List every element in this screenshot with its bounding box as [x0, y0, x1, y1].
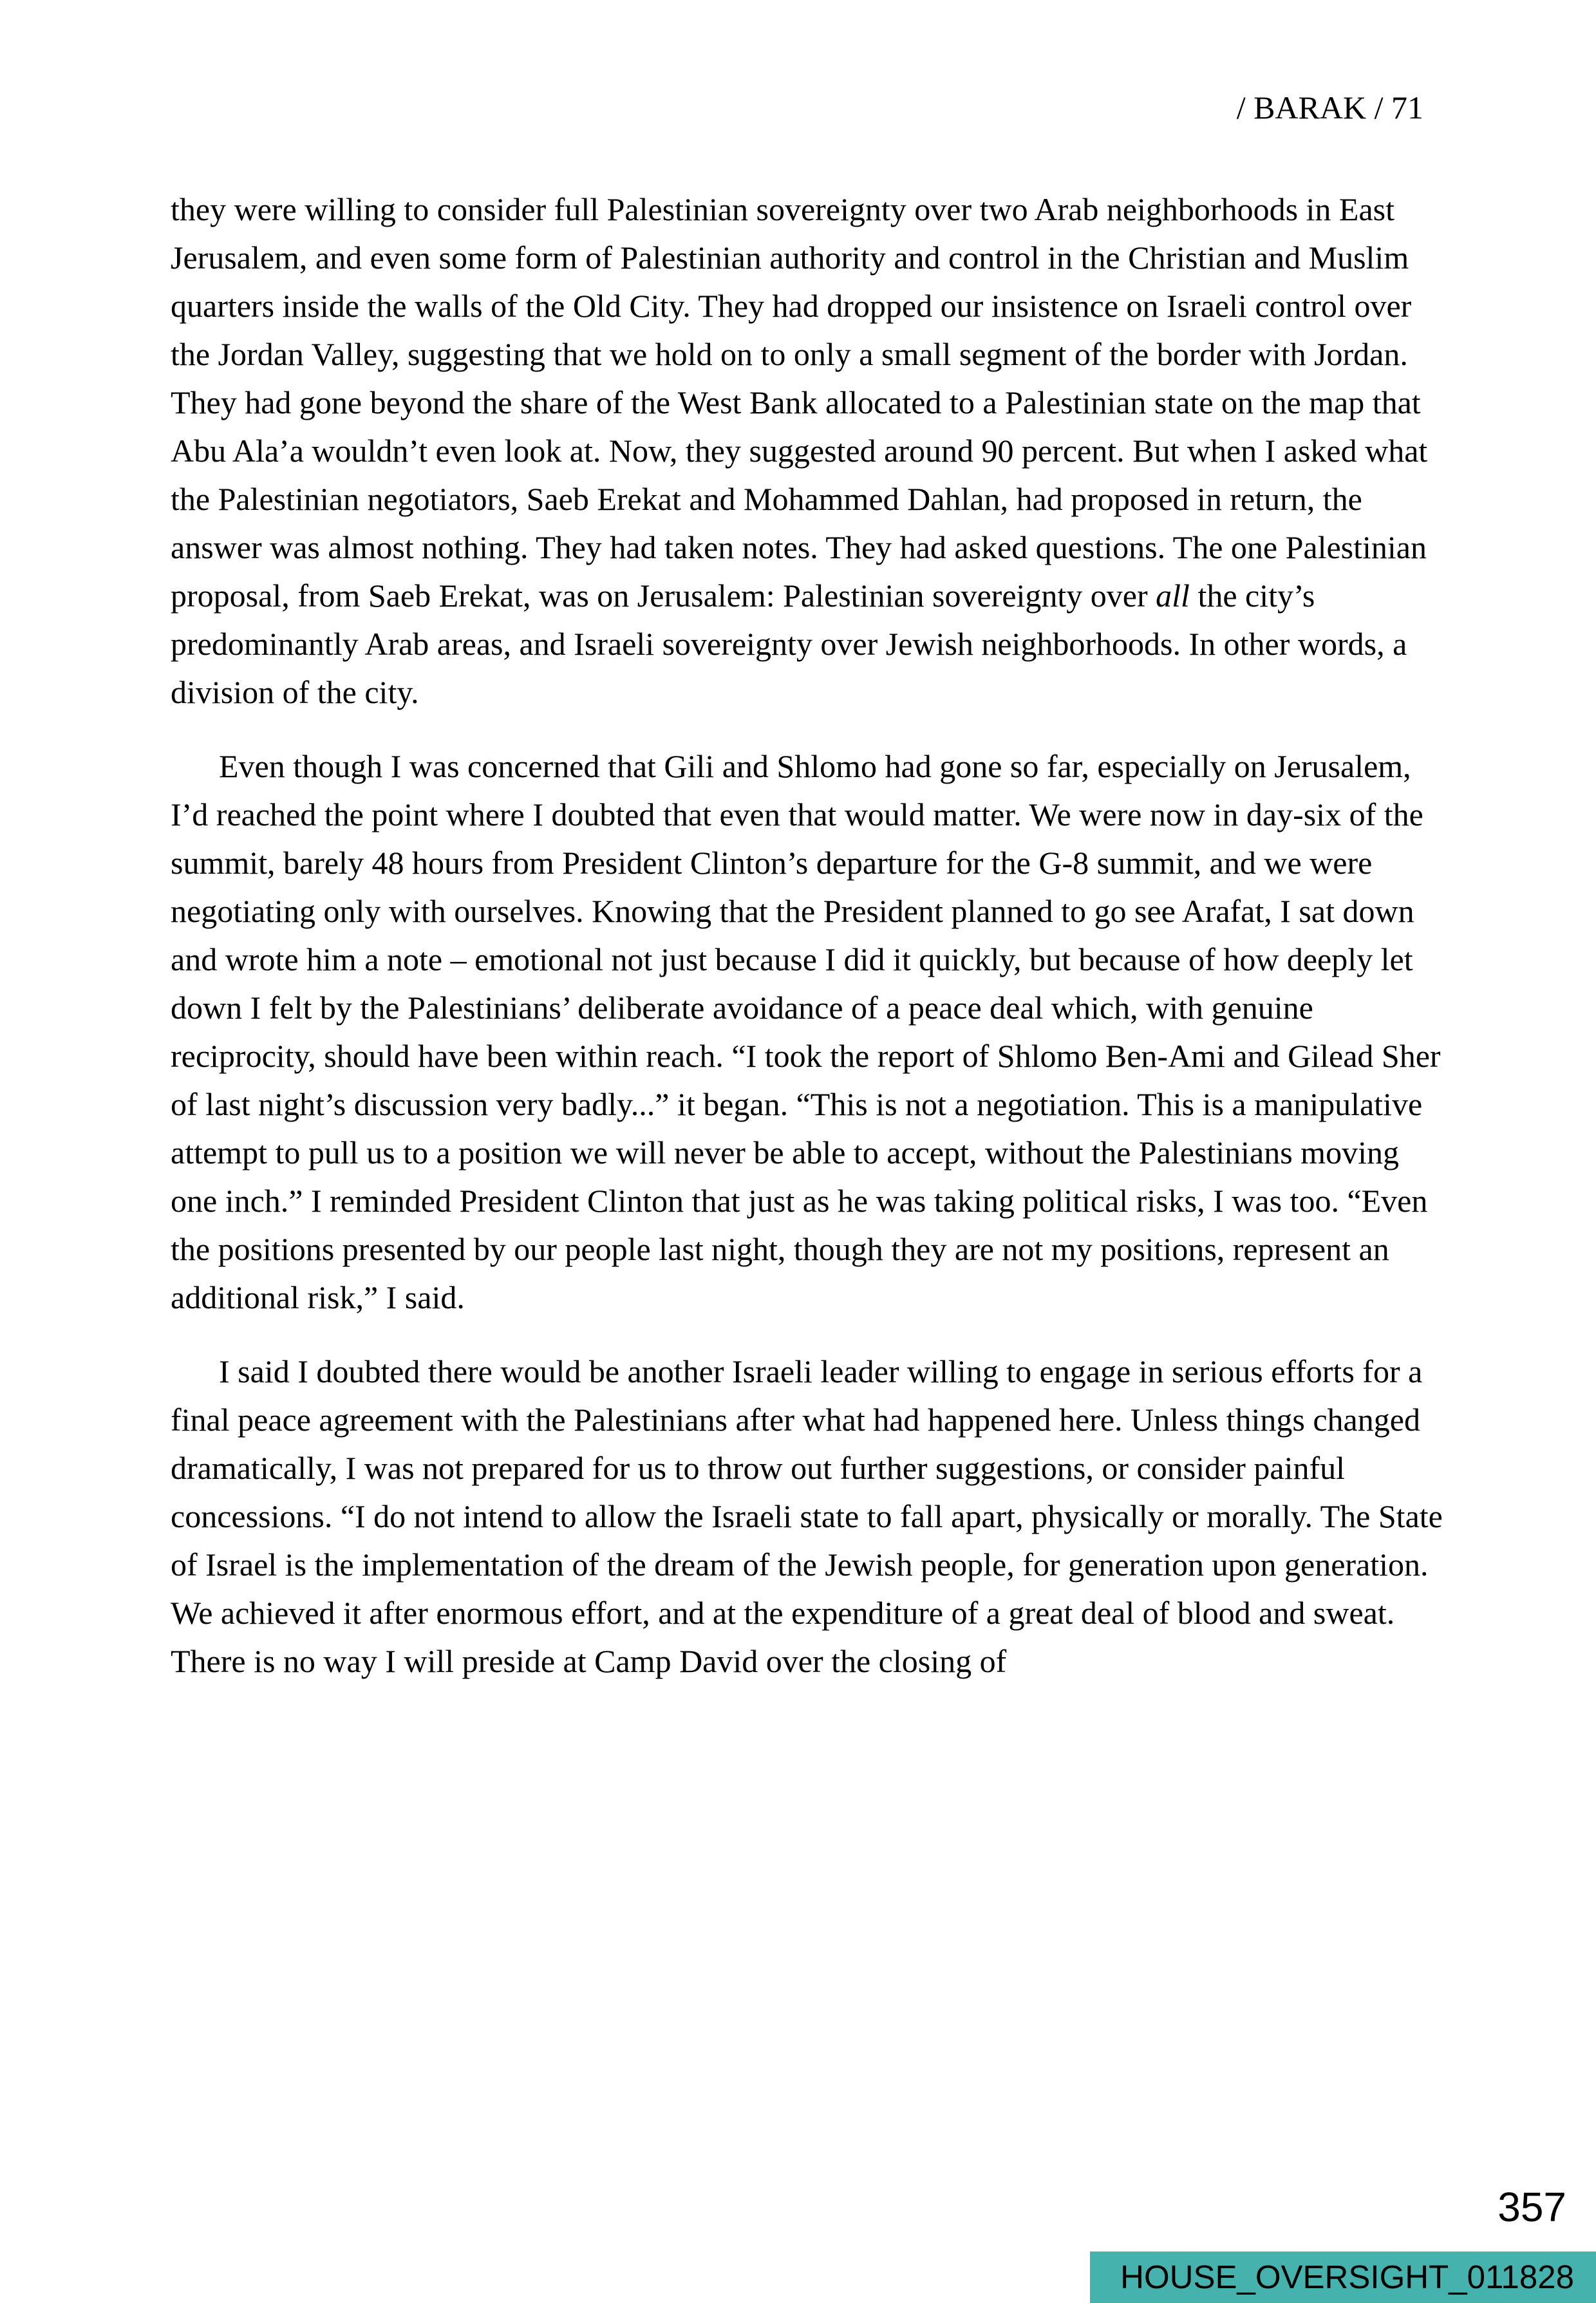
page-number: 357: [1497, 2184, 1566, 2230]
running-header: / BARAK / 71: [1236, 89, 1423, 126]
body-paragraph-1: [171, 185, 1452, 717]
bates-stamp-highlight: [1090, 2251, 1596, 2303]
body-paragraph-3: I said I doubted there would be another Israeli leader willing to engage in serious efforts for a final peace agreement with the Palestinians after what had happened here. Unless things changed dramatically, I was not prepared for us to throw out further suggestions, or consider painful concessions. “I do not intend to allow the Israeli state to fall apart, physically or morally. The State of Israel is the implementation of the dream of the Jewish people, for generation upon generation. We achieved it after enormous effort, and at the expenditure of a great deal of blood and sweat. There is no way I will preside at Camp David over the closing of: [171, 1353, 1443, 1679]
italic-emphasis: all: [1156, 578, 1190, 614]
body-text-column: [171, 185, 1452, 1711]
paragraph-1-text: they were willing to consider full Palestinian sovereignty over two Arab neighborhoods in East Jerusalem, and even some form of Palestinian authority and control in the Christian and Muslim quarters inside the walls of the Old City. They had dropped our insistence on Israeli control over the Jordan Valley, suggesting that we hold on to only a small segment of the border with Jordan. They had gone beyond the share of the West Bank allocated to a Palestinian state on the map that Abu Ala’a wouldn’t even look at. Now, they suggested around 90 percent. But when I asked what the Palestinian negotiators, Saeb Erekat and Mohammed Dahlan, had proposed in return, the answer was almost nothing. They had taken notes. They had asked questions. The one Palestinian proposal, from Saeb Erekat, was on Jerusalem: Palestinian sovereignty over: [171, 191, 1428, 614]
body-paragraph-2: Even though I was concerned that Gili and Shlomo had gone so far, especially on Jerusalem, I’d reached the point where I doubted that even that would matter. We were now in day-six of the summit, barely 48 hours from President Clinton’s departure for the G-8 summit, and we were negotiating only with ourselves. Knowing that the President planned to go see Arafat, I sat down and wrote him a note – emotional not just because I did it quickly, but because of how deeply let down I felt by the Palestinians’ deliberate avoidance of a peace deal which, with genuine reciprocity, should have been within reach. “I took the report of Shlomo Ben-Ami and Gilead Sher of last night’s discussion very badly...” it began. “This is not a negotiation. This is a manipulative attempt to pull us to a position we will never be able to accept, without the Palestinians moving one inch.” I reminded President Clinton that just as he was taking political risks, I was too. “Even the positions presented by our people last night, though they are not my positions, represent an additional risk,” I said.: [171, 748, 1441, 1315]
bates-number: HOUSE_OVERSIGHT_011828: [1120, 2259, 1574, 2295]
paragraph-1-text-continued: the city’s predominantly Arab areas, and Israeli sovereignty over Jewish neighborhoods. In other words, a division of the city.: [171, 578, 1407, 710]
